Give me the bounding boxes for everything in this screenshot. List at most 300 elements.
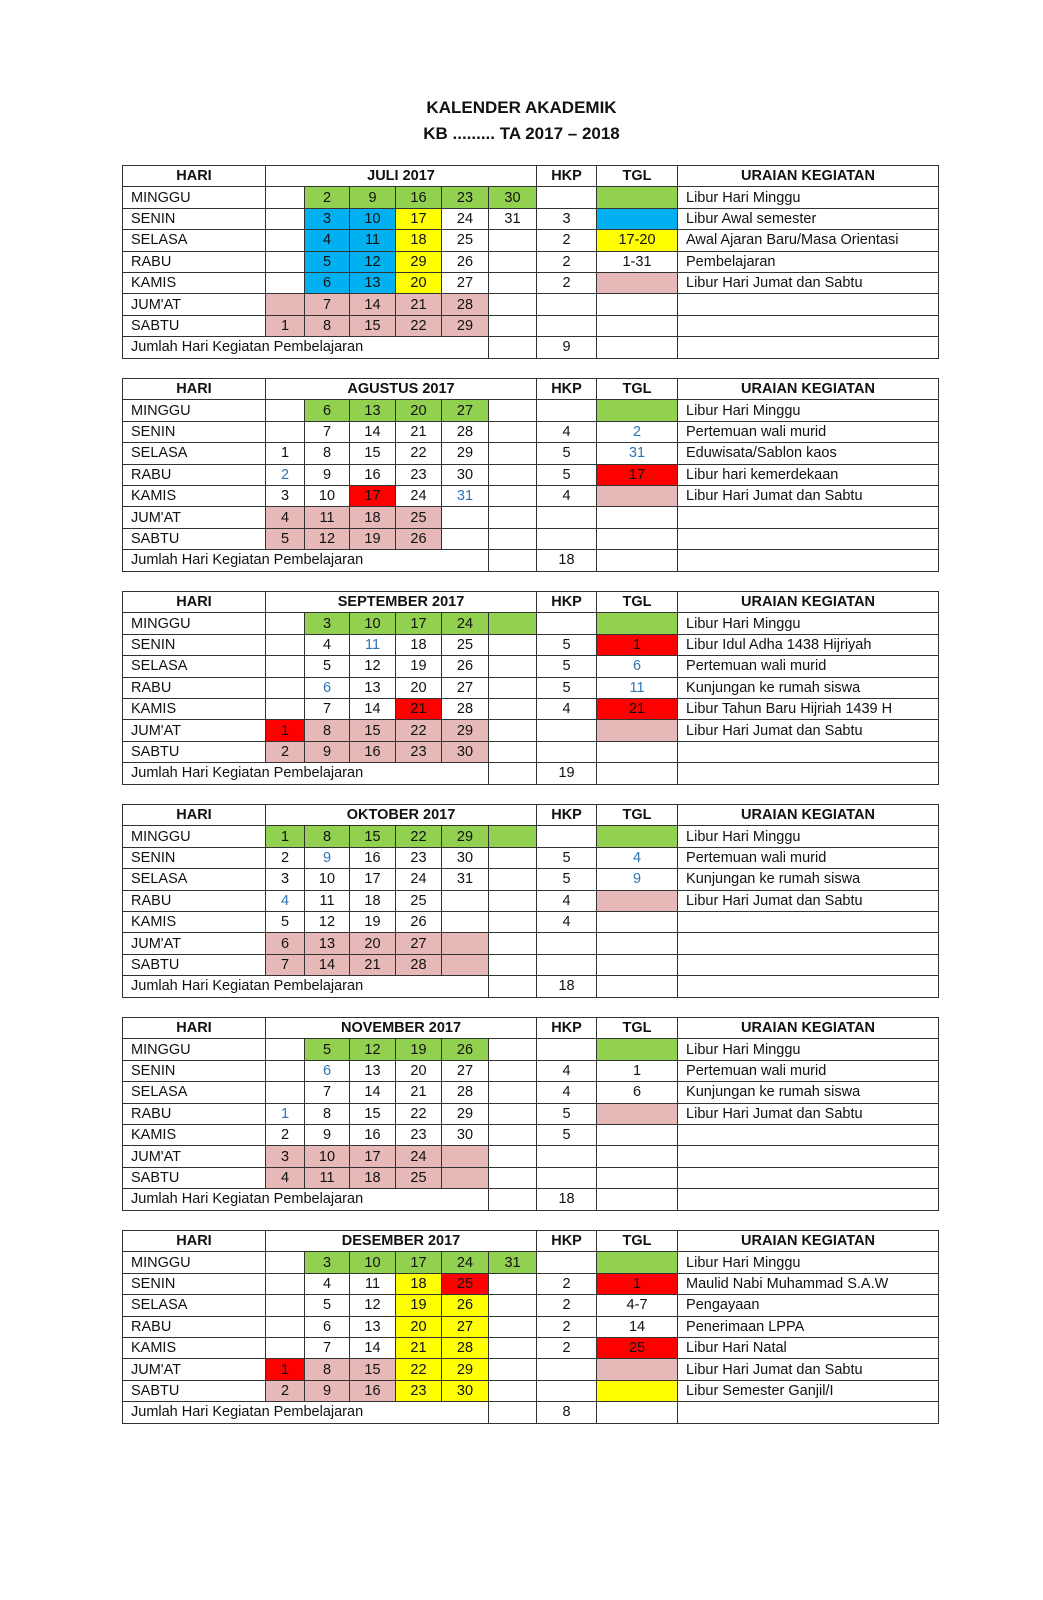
tgl-cell bbox=[597, 933, 678, 954]
date-cell bbox=[489, 400, 537, 421]
date-cell: 17 bbox=[396, 208, 442, 229]
date-cell: 1 bbox=[266, 1103, 305, 1124]
date-cell: 2 bbox=[266, 741, 305, 762]
date-cell bbox=[489, 720, 537, 741]
table-row bbox=[123, 1060, 939, 1081]
date-cell: 5 bbox=[305, 251, 350, 272]
day-name: JUM'AT bbox=[123, 507, 266, 528]
blank-cell bbox=[678, 763, 939, 784]
tgl-cell: 17 bbox=[597, 464, 678, 485]
date-cell bbox=[489, 1273, 537, 1294]
date-cell: 28 bbox=[442, 421, 489, 442]
date-cell bbox=[489, 869, 537, 890]
date-cell: 15 bbox=[350, 315, 396, 336]
header-tgl: TGL bbox=[597, 805, 678, 826]
date-cell: 17 bbox=[350, 1146, 396, 1167]
uraian-cell: Libur Hari Jumat dan Sabtu bbox=[678, 485, 939, 506]
header-uraian: URAIAN KEGIATAN bbox=[678, 379, 939, 400]
date-cell: 29 bbox=[442, 1359, 489, 1380]
table-row bbox=[123, 720, 939, 741]
date-cell bbox=[489, 1295, 537, 1316]
total-value: 8 bbox=[537, 1402, 597, 1423]
date-cell bbox=[442, 528, 489, 549]
date-cell bbox=[489, 933, 537, 954]
total-label: Jumlah Hari Kegiatan Pembelajaran bbox=[123, 976, 489, 997]
hkp-cell bbox=[537, 1146, 597, 1167]
hkp-cell: 5 bbox=[537, 869, 597, 890]
blank-cell bbox=[489, 550, 537, 571]
date-cell: 14 bbox=[350, 421, 396, 442]
day-name: RABU bbox=[123, 251, 266, 272]
tgl-cell: 25 bbox=[597, 1337, 678, 1358]
table-row bbox=[123, 485, 939, 506]
date-cell bbox=[489, 1146, 537, 1167]
date-cell: 27 bbox=[442, 677, 489, 698]
date-cell: 12 bbox=[305, 911, 350, 932]
table-row bbox=[123, 826, 939, 847]
day-name: JUM'AT bbox=[123, 294, 266, 315]
total-row bbox=[123, 976, 939, 997]
header-hkp: HKP bbox=[537, 379, 597, 400]
hkp-cell: 5 bbox=[537, 677, 597, 698]
date-cell: 3 bbox=[266, 1146, 305, 1167]
date-cell bbox=[266, 421, 305, 442]
hkp-cell: 4 bbox=[537, 421, 597, 442]
date-cell: 9 bbox=[305, 741, 350, 762]
date-cell bbox=[266, 677, 305, 698]
uraian-cell bbox=[678, 1124, 939, 1145]
date-cell: 9 bbox=[305, 1124, 350, 1145]
header-tgl: TGL bbox=[597, 379, 678, 400]
tgl-cell: 4-7 bbox=[597, 1295, 678, 1316]
date-cell: 19 bbox=[350, 528, 396, 549]
header-hari: HARI bbox=[123, 805, 266, 826]
day-name: SELASA bbox=[123, 869, 266, 890]
uraian-cell: Pembelajaran bbox=[678, 251, 939, 272]
date-cell: 6 bbox=[305, 272, 350, 293]
tgl-cell bbox=[597, 400, 678, 421]
table-header-row bbox=[123, 805, 939, 826]
date-cell: 17 bbox=[396, 1252, 442, 1273]
tgl-cell: 4 bbox=[597, 847, 678, 868]
date-cell: 11 bbox=[350, 230, 396, 251]
uraian-cell: Pertemuan wali murid bbox=[678, 847, 939, 868]
date-cell: 5 bbox=[305, 1039, 350, 1060]
date-cell bbox=[489, 613, 537, 634]
day-name: MINGGU bbox=[123, 826, 266, 847]
date-cell bbox=[489, 847, 537, 868]
table-row bbox=[123, 187, 939, 208]
date-cell: 10 bbox=[350, 613, 396, 634]
date-cell: 13 bbox=[305, 933, 350, 954]
date-cell: 8 bbox=[305, 443, 350, 464]
blank-cell bbox=[678, 1402, 939, 1423]
date-cell: 18 bbox=[350, 507, 396, 528]
date-cell bbox=[266, 634, 305, 655]
day-name: SELASA bbox=[123, 1295, 266, 1316]
date-cell: 4 bbox=[266, 1167, 305, 1188]
table-row bbox=[123, 613, 939, 634]
date-cell bbox=[489, 954, 537, 975]
date-cell: 29 bbox=[442, 826, 489, 847]
date-cell: 6 bbox=[305, 1060, 350, 1081]
date-cell: 5 bbox=[266, 528, 305, 549]
date-cell: 26 bbox=[442, 656, 489, 677]
month-name: OKTOBER 2017 bbox=[266, 805, 537, 826]
table-row bbox=[123, 315, 939, 336]
date-cell: 22 bbox=[396, 720, 442, 741]
tgl-cell bbox=[597, 1380, 678, 1401]
blank-cell bbox=[489, 1402, 537, 1423]
hkp-cell bbox=[537, 294, 597, 315]
hkp-cell bbox=[537, 507, 597, 528]
date-cell bbox=[489, 634, 537, 655]
uraian-cell: Libur Semester Ganjil/I bbox=[678, 1380, 939, 1401]
tgl-cell bbox=[597, 1039, 678, 1060]
hkp-cell bbox=[537, 826, 597, 847]
date-cell: 13 bbox=[350, 400, 396, 421]
table-row bbox=[123, 400, 939, 421]
date-cell bbox=[489, 1103, 537, 1124]
date-cell: 25 bbox=[396, 890, 442, 911]
table-row bbox=[123, 890, 939, 911]
date-cell: 22 bbox=[396, 1103, 442, 1124]
date-cell: 20 bbox=[396, 1060, 442, 1081]
date-cell: 15 bbox=[350, 720, 396, 741]
uraian-cell: Libur Hari Jumat dan Sabtu bbox=[678, 1103, 939, 1124]
header-tgl: TGL bbox=[597, 1018, 678, 1039]
date-cell: 14 bbox=[350, 1337, 396, 1358]
date-cell bbox=[489, 443, 537, 464]
date-cell bbox=[489, 1380, 537, 1401]
date-cell: 23 bbox=[396, 741, 442, 762]
header-tgl: TGL bbox=[597, 592, 678, 613]
day-name: SENIN bbox=[123, 208, 266, 229]
day-name: MINGGU bbox=[123, 1252, 266, 1273]
tgl-cell: 31 bbox=[597, 443, 678, 464]
date-cell: 4 bbox=[266, 507, 305, 528]
day-name: SABTU bbox=[123, 315, 266, 336]
date-cell: 2 bbox=[266, 847, 305, 868]
date-cell bbox=[266, 1337, 305, 1358]
header-uraian: URAIAN KEGIATAN bbox=[678, 1231, 939, 1252]
date-cell bbox=[266, 230, 305, 251]
date-cell: 1 bbox=[266, 826, 305, 847]
month-table bbox=[122, 804, 939, 998]
month-name: DESEMBER 2017 bbox=[266, 1231, 537, 1252]
date-cell bbox=[489, 294, 537, 315]
date-cell: 5 bbox=[305, 1295, 350, 1316]
uraian-cell bbox=[678, 528, 939, 549]
month-name: JULI 2017 bbox=[266, 166, 537, 187]
header-tgl: TGL bbox=[597, 1231, 678, 1252]
blank-cell bbox=[678, 1189, 939, 1210]
date-cell bbox=[489, 315, 537, 336]
date-cell: 11 bbox=[305, 507, 350, 528]
table-row bbox=[123, 911, 939, 932]
hkp-cell: 3 bbox=[537, 208, 597, 229]
date-cell bbox=[489, 421, 537, 442]
hkp-cell bbox=[537, 613, 597, 634]
tgl-cell bbox=[597, 1252, 678, 1273]
date-cell: 31 bbox=[442, 485, 489, 506]
day-name: RABU bbox=[123, 1103, 266, 1124]
hkp-cell: 5 bbox=[537, 656, 597, 677]
date-cell: 6 bbox=[305, 677, 350, 698]
date-cell bbox=[442, 890, 489, 911]
header-uraian: URAIAN KEGIATAN bbox=[678, 805, 939, 826]
date-cell: 12 bbox=[350, 1295, 396, 1316]
date-cell: 10 bbox=[305, 869, 350, 890]
table-row bbox=[123, 634, 939, 655]
table-row bbox=[123, 698, 939, 719]
month-name: AGUSTUS 2017 bbox=[266, 379, 537, 400]
blank-cell bbox=[597, 1402, 678, 1423]
table-header-row bbox=[123, 379, 939, 400]
hkp-cell: 2 bbox=[537, 272, 597, 293]
date-cell: 21 bbox=[396, 1337, 442, 1358]
tgl-cell: 6 bbox=[597, 656, 678, 677]
table-row bbox=[123, 230, 939, 251]
date-cell bbox=[266, 1060, 305, 1081]
total-label: Jumlah Hari Kegiatan Pembelajaran bbox=[123, 550, 489, 571]
table-row bbox=[123, 954, 939, 975]
header-uraian: URAIAN KEGIATAN bbox=[678, 166, 939, 187]
date-cell: 8 bbox=[305, 720, 350, 741]
blank-cell bbox=[678, 550, 939, 571]
hkp-cell: 2 bbox=[537, 1337, 597, 1358]
tgl-cell: 14 bbox=[597, 1316, 678, 1337]
hkp-cell: 2 bbox=[537, 1295, 597, 1316]
date-cell: 4 bbox=[305, 230, 350, 251]
date-cell: 25 bbox=[396, 507, 442, 528]
date-cell: 29 bbox=[396, 251, 442, 272]
date-cell: 23 bbox=[442, 187, 489, 208]
uraian-cell: Libur Tahun Baru Hijriah 1439 H bbox=[678, 698, 939, 719]
date-cell bbox=[266, 1082, 305, 1103]
date-cell: 18 bbox=[396, 230, 442, 251]
total-value: 19 bbox=[537, 763, 597, 784]
hkp-cell bbox=[537, 720, 597, 741]
date-cell: 31 bbox=[489, 208, 537, 229]
date-cell: 24 bbox=[442, 613, 489, 634]
header-hari: HARI bbox=[123, 1231, 266, 1252]
date-cell: 12 bbox=[350, 656, 396, 677]
tgl-cell bbox=[597, 315, 678, 336]
date-cell bbox=[489, 911, 537, 932]
month-table bbox=[122, 1230, 939, 1424]
uraian-cell bbox=[678, 294, 939, 315]
date-cell: 24 bbox=[396, 1146, 442, 1167]
date-cell: 14 bbox=[305, 954, 350, 975]
uraian-cell: Pertemuan wali murid bbox=[678, 421, 939, 442]
date-cell bbox=[442, 507, 489, 528]
date-cell bbox=[489, 464, 537, 485]
uraian-cell bbox=[678, 741, 939, 762]
date-cell: 28 bbox=[442, 698, 489, 719]
date-cell: 26 bbox=[396, 911, 442, 932]
date-cell bbox=[489, 485, 537, 506]
date-cell: 8 bbox=[305, 1103, 350, 1124]
table-row bbox=[123, 421, 939, 442]
date-cell bbox=[442, 954, 489, 975]
date-cell: 11 bbox=[350, 634, 396, 655]
date-cell: 30 bbox=[442, 464, 489, 485]
header-hkp: HKP bbox=[537, 1231, 597, 1252]
date-cell: 13 bbox=[350, 677, 396, 698]
blank-cell bbox=[597, 550, 678, 571]
day-name: MINGGU bbox=[123, 187, 266, 208]
date-cell: 28 bbox=[442, 1337, 489, 1358]
date-cell: 10 bbox=[350, 1252, 396, 1273]
tgl-cell: 1 bbox=[597, 1273, 678, 1294]
date-cell: 21 bbox=[396, 698, 442, 719]
day-name: KAMIS bbox=[123, 911, 266, 932]
date-cell: 11 bbox=[305, 890, 350, 911]
hkp-cell: 2 bbox=[537, 1273, 597, 1294]
date-cell bbox=[266, 1252, 305, 1273]
date-cell: 16 bbox=[350, 464, 396, 485]
month-table bbox=[122, 1017, 939, 1211]
date-cell bbox=[489, 230, 537, 251]
day-name: KAMIS bbox=[123, 485, 266, 506]
page-subtitle: KB ......... TA 2017 – 2018 bbox=[423, 124, 620, 143]
date-cell: 16 bbox=[350, 1380, 396, 1401]
date-cell: 15 bbox=[350, 826, 396, 847]
date-cell bbox=[489, 1167, 537, 1188]
date-cell bbox=[489, 890, 537, 911]
hkp-cell: 2 bbox=[537, 230, 597, 251]
date-cell bbox=[266, 208, 305, 229]
table-row bbox=[123, 1316, 939, 1337]
date-cell: 26 bbox=[442, 1295, 489, 1316]
tgl-cell bbox=[597, 1167, 678, 1188]
uraian-cell: Pertemuan wali murid bbox=[678, 656, 939, 677]
table-row bbox=[123, 1039, 939, 1060]
date-cell: 7 bbox=[305, 1337, 350, 1358]
date-cell: 24 bbox=[442, 1252, 489, 1273]
date-cell: 17 bbox=[396, 613, 442, 634]
date-cell: 29 bbox=[442, 720, 489, 741]
blank-cell bbox=[489, 1189, 537, 1210]
uraian-cell: Eduwisata/Sablon kaos bbox=[678, 443, 939, 464]
date-cell: 3 bbox=[266, 485, 305, 506]
blank-cell bbox=[489, 763, 537, 784]
date-cell: 2 bbox=[266, 1380, 305, 1401]
table-row bbox=[123, 251, 939, 272]
date-cell: 10 bbox=[350, 208, 396, 229]
date-cell bbox=[489, 507, 537, 528]
tgl-cell: 1-31 bbox=[597, 251, 678, 272]
date-cell bbox=[489, 1316, 537, 1337]
page-title: KALENDER AKADEMIK bbox=[426, 98, 617, 117]
total-label: Jumlah Hari Kegiatan Pembelajaran bbox=[123, 337, 489, 358]
date-cell: 8 bbox=[305, 1359, 350, 1380]
date-cell: 12 bbox=[350, 1039, 396, 1060]
tgl-cell bbox=[597, 741, 678, 762]
uraian-cell: Kunjungan ke rumah siswa bbox=[678, 1082, 939, 1103]
uraian-cell: Kunjungan ke rumah siswa bbox=[678, 677, 939, 698]
date-cell: 2 bbox=[305, 187, 350, 208]
hkp-cell: 5 bbox=[537, 847, 597, 868]
date-cell bbox=[489, 1337, 537, 1358]
day-name: SABTU bbox=[123, 954, 266, 975]
date-cell: 26 bbox=[442, 251, 489, 272]
date-cell: 20 bbox=[396, 677, 442, 698]
date-cell: 11 bbox=[350, 1273, 396, 1294]
uraian-cell: Pengayaan bbox=[678, 1295, 939, 1316]
table-row bbox=[123, 1295, 939, 1316]
date-cell: 15 bbox=[350, 1103, 396, 1124]
blank-cell bbox=[678, 976, 939, 997]
hkp-cell bbox=[537, 528, 597, 549]
date-cell: 5 bbox=[305, 656, 350, 677]
date-cell: 27 bbox=[442, 1316, 489, 1337]
date-cell: 3 bbox=[305, 613, 350, 634]
uraian-cell: Libur Hari Minggu bbox=[678, 187, 939, 208]
hkp-cell bbox=[537, 1167, 597, 1188]
uraian-cell: Libur Awal semester bbox=[678, 208, 939, 229]
date-cell bbox=[266, 251, 305, 272]
hkp-cell bbox=[537, 741, 597, 762]
day-name: MINGGU bbox=[123, 613, 266, 634]
table-row bbox=[123, 1082, 939, 1103]
uraian-cell: Libur Hari Minggu bbox=[678, 1252, 939, 1273]
date-cell: 30 bbox=[442, 1380, 489, 1401]
date-cell: 4 bbox=[305, 1273, 350, 1294]
date-cell: 2 bbox=[266, 464, 305, 485]
date-cell: 22 bbox=[396, 1359, 442, 1380]
date-cell: 19 bbox=[350, 911, 396, 932]
date-cell: 14 bbox=[350, 294, 396, 315]
date-cell: 9 bbox=[350, 187, 396, 208]
day-name: KAMIS bbox=[123, 1337, 266, 1358]
tgl-cell: 6 bbox=[597, 1082, 678, 1103]
tgl-cell bbox=[597, 613, 678, 634]
date-cell bbox=[489, 1039, 537, 1060]
tgl-cell bbox=[597, 1359, 678, 1380]
table-row bbox=[123, 464, 939, 485]
total-value: 18 bbox=[537, 976, 597, 997]
date-cell: 16 bbox=[396, 187, 442, 208]
date-cell: 12 bbox=[350, 251, 396, 272]
header-hari: HARI bbox=[123, 1018, 266, 1039]
uraian-cell: Libur Hari Minggu bbox=[678, 400, 939, 421]
day-name: RABU bbox=[123, 677, 266, 698]
header-hkp: HKP bbox=[537, 166, 597, 187]
date-cell bbox=[266, 1039, 305, 1060]
uraian-cell: Libur Hari Minggu bbox=[678, 613, 939, 634]
table-row bbox=[123, 1359, 939, 1380]
date-cell bbox=[489, 826, 537, 847]
date-cell: 13 bbox=[350, 272, 396, 293]
date-cell: 24 bbox=[396, 869, 442, 890]
date-cell: 21 bbox=[396, 1082, 442, 1103]
blank-cell bbox=[597, 976, 678, 997]
day-name: MINGGU bbox=[123, 1039, 266, 1060]
date-cell: 30 bbox=[489, 187, 537, 208]
date-cell: 23 bbox=[396, 464, 442, 485]
tgl-cell bbox=[597, 485, 678, 506]
date-cell: 7 bbox=[305, 1082, 350, 1103]
uraian-cell: Libur Hari Minggu bbox=[678, 826, 939, 847]
hkp-cell: 4 bbox=[537, 485, 597, 506]
header-hari: HARI bbox=[123, 592, 266, 613]
table-header-row bbox=[123, 1231, 939, 1252]
uraian-cell: Awal Ajaran Baru/Masa Orientasi bbox=[678, 230, 939, 251]
table-header-row bbox=[123, 592, 939, 613]
total-row bbox=[123, 1402, 939, 1423]
